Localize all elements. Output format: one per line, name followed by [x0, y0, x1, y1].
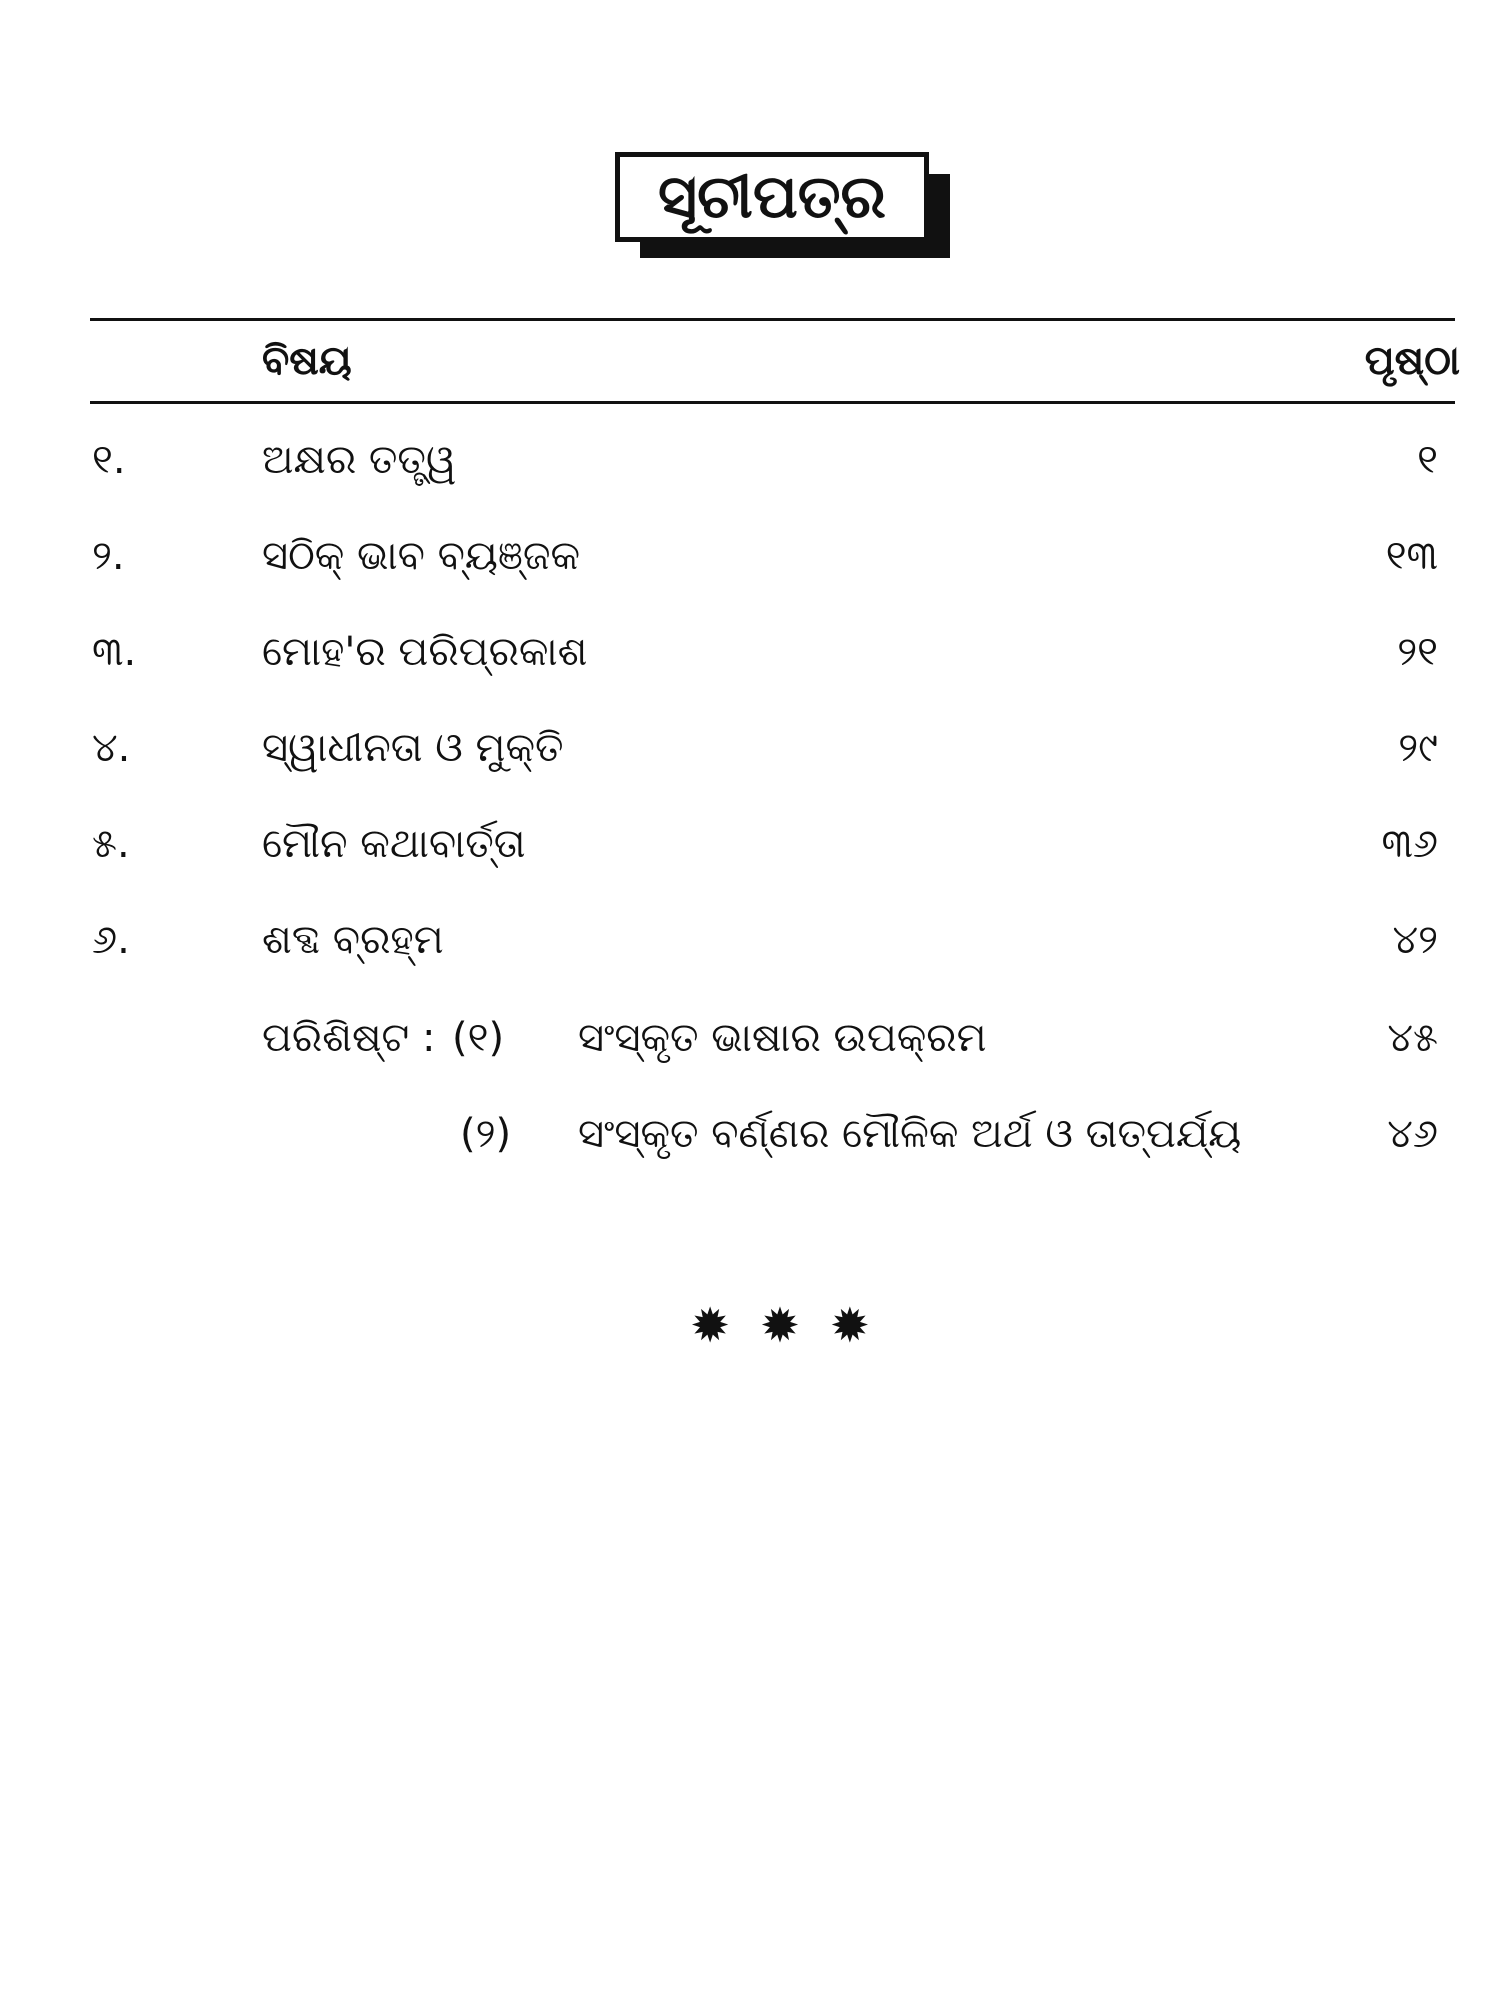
toc-entry-title: ଅକ୍ଷର ତତ୍ତ୍ୱ [262, 437, 457, 483]
toc-entry [0, 430, 1500, 490]
appendix-title: ସଂସ୍କୃତ ଭାଷାର ଉପକ୍ରମ [578, 1015, 987, 1061]
toc-entry-title: ମୋହ'ର ପରିପ୍ରକାଶ [262, 629, 588, 675]
toc-entry-page: ୧ [1417, 437, 1438, 483]
title-box [615, 152, 950, 258]
toc-entry [0, 718, 1500, 778]
toc-entry-number: ୩. [92, 629, 137, 675]
page-title: ସୂଚୀପତ୍ର [615, 152, 929, 242]
toc-entry-number: ୧. [92, 437, 126, 483]
appendix-page: ୪୫ [1387, 1015, 1438, 1061]
star-burst-icon [690, 1300, 870, 1352]
toc-entry [0, 622, 1500, 682]
star-burst-icon: ✹ [829, 1298, 870, 1354]
star-burst-icon: ✹ [759, 1298, 801, 1354]
toc-entry-title: ସଠିକ୍ ଭାବ ବ୍ୟଞ୍ଜକ [262, 533, 581, 579]
appendix-entry [0, 1008, 1500, 1068]
toc-entry [0, 910, 1500, 970]
toc-entry-page: ୪୨ [1392, 917, 1438, 963]
toc-entry-page: ୨୯ [1398, 725, 1438, 771]
toc-entry-number: ୫. [92, 821, 130, 867]
toc-entry-number: ୨. [92, 533, 125, 579]
star-burst-icon: ✹ [690, 1298, 731, 1354]
toc-entry-title: ସ୍ୱାଧୀନତା ଓ ମୁକ୍ତି [262, 725, 564, 771]
header-bottom-rule [90, 401, 1455, 404]
appendix-page: ୪୬ [1387, 1111, 1438, 1157]
toc-entry [0, 814, 1500, 874]
appendix-label: ପରିଶିଷ୍ଟ : [262, 1015, 436, 1061]
toc-entry-title: ମୌନ କଥାବାର୍ତ୍ତା [262, 821, 526, 867]
toc-entry-title: ଶବ୍ଦ ବ୍ରହ୍ମ [262, 917, 444, 963]
header-top-rule [90, 318, 1455, 321]
toc-entry-number: ୪. [92, 725, 131, 771]
toc-entry-page: ୩୬ [1381, 821, 1438, 867]
toc-entry-page: ୨୧ [1397, 629, 1438, 675]
toc-entry [0, 526, 1500, 586]
appendix-index: (୨) [460, 1111, 512, 1157]
appendix-entry [0, 1104, 1500, 1164]
appendix-index: (୧) [452, 1015, 505, 1061]
toc-entry-number: ୬. [92, 917, 130, 963]
toc-entry-page: ୧୩ [1385, 533, 1438, 579]
column-header-subject: ବିଷୟ [262, 338, 352, 384]
appendix-title: ସଂସ୍କୃତ ବର୍ଣ୍ଣର ମୌଳିକ ଅର୍ଥ ଓ ତାତ୍ପର୍ଯ୍ୟ [578, 1111, 1242, 1157]
column-header-page: ପୃଷ୍ଠା [1364, 338, 1460, 384]
